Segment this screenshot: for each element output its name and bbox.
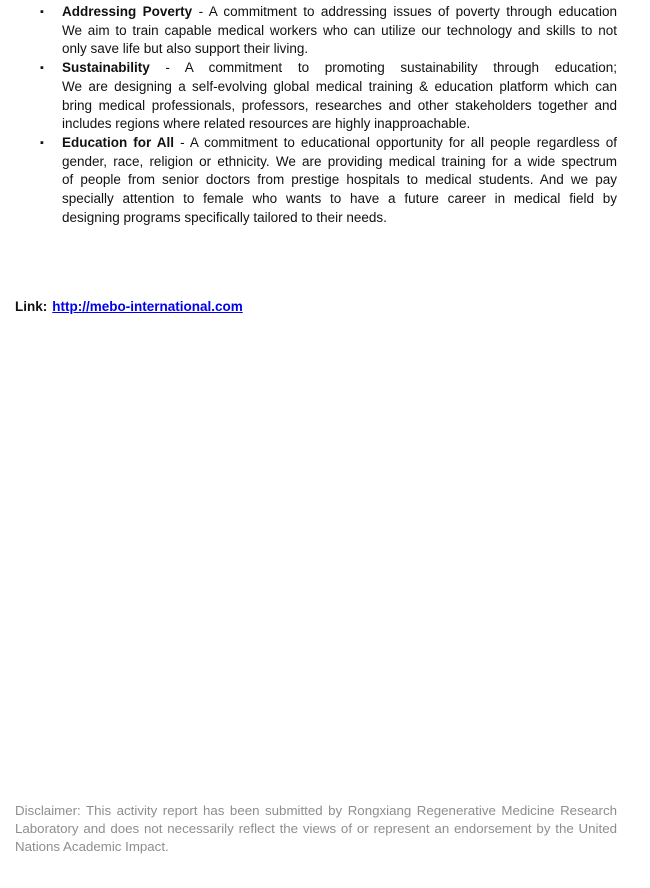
list-item xyxy=(0,134,650,228)
item-line: We are designing a self-evolving global medical training & education platform which can xyxy=(62,78,617,94)
item-line: specially attention to female who wants to have a future career in medical field by xyxy=(62,191,617,207)
item-first-line xyxy=(62,3,617,22)
item-line: - A commitment to educational opportunity for all people regardless of xyxy=(174,134,618,150)
item-line: designing programs specifically tailored to their needs. xyxy=(62,209,387,225)
item-first-line xyxy=(62,134,617,153)
item-line: bring medical professionals, professors, researches and other stakeholders together and xyxy=(62,97,617,113)
item-first-line xyxy=(62,59,617,78)
item-line: - A commitment to promoting sustainability through education; xyxy=(149,60,617,76)
item-line: only save life but also support their living. xyxy=(62,41,309,57)
bullet-icon: ▪ xyxy=(40,6,44,18)
link-label: Link: xyxy=(15,299,48,314)
item-line: of people from senior doctors from prestige hospitals to medical students. And we pay xyxy=(62,172,617,188)
link-row xyxy=(15,298,243,317)
item-title: Addressing Poverty xyxy=(62,4,193,19)
item-line: - A commitment to addressing issues of poverty through education xyxy=(192,4,617,19)
disclaimer xyxy=(15,802,617,857)
bullet-icon: ▪ xyxy=(40,62,44,75)
item-line: gender, race, religion or ethnicity. We are providing medical training for a wide spectrum xyxy=(62,153,617,169)
disclaimer-line: Nations Academic Impact. xyxy=(15,839,169,855)
list-item xyxy=(0,3,650,59)
item-title: Education for All xyxy=(62,134,175,150)
item-line: includes regions where related resources are highly inapproachable. xyxy=(62,116,471,132)
bullet-icon: ▪ xyxy=(40,136,44,149)
item-title: Sustainability xyxy=(62,60,150,76)
list-item xyxy=(0,59,650,134)
link-url[interactable]: http://mebo-international.com xyxy=(52,299,243,314)
disclaimer-line: Disclaimer: This activity report has been submitted by Rongxiang Regenerative Medicine Research xyxy=(15,803,617,818)
disclaimer-line: Laboratory and does not necessarily reflect the views of or represent an endorsement by the United xyxy=(15,821,617,837)
item-line: We aim to train capable medical workers who can utilize our technology and skills to not xyxy=(62,22,617,38)
bullet-list xyxy=(0,3,650,227)
